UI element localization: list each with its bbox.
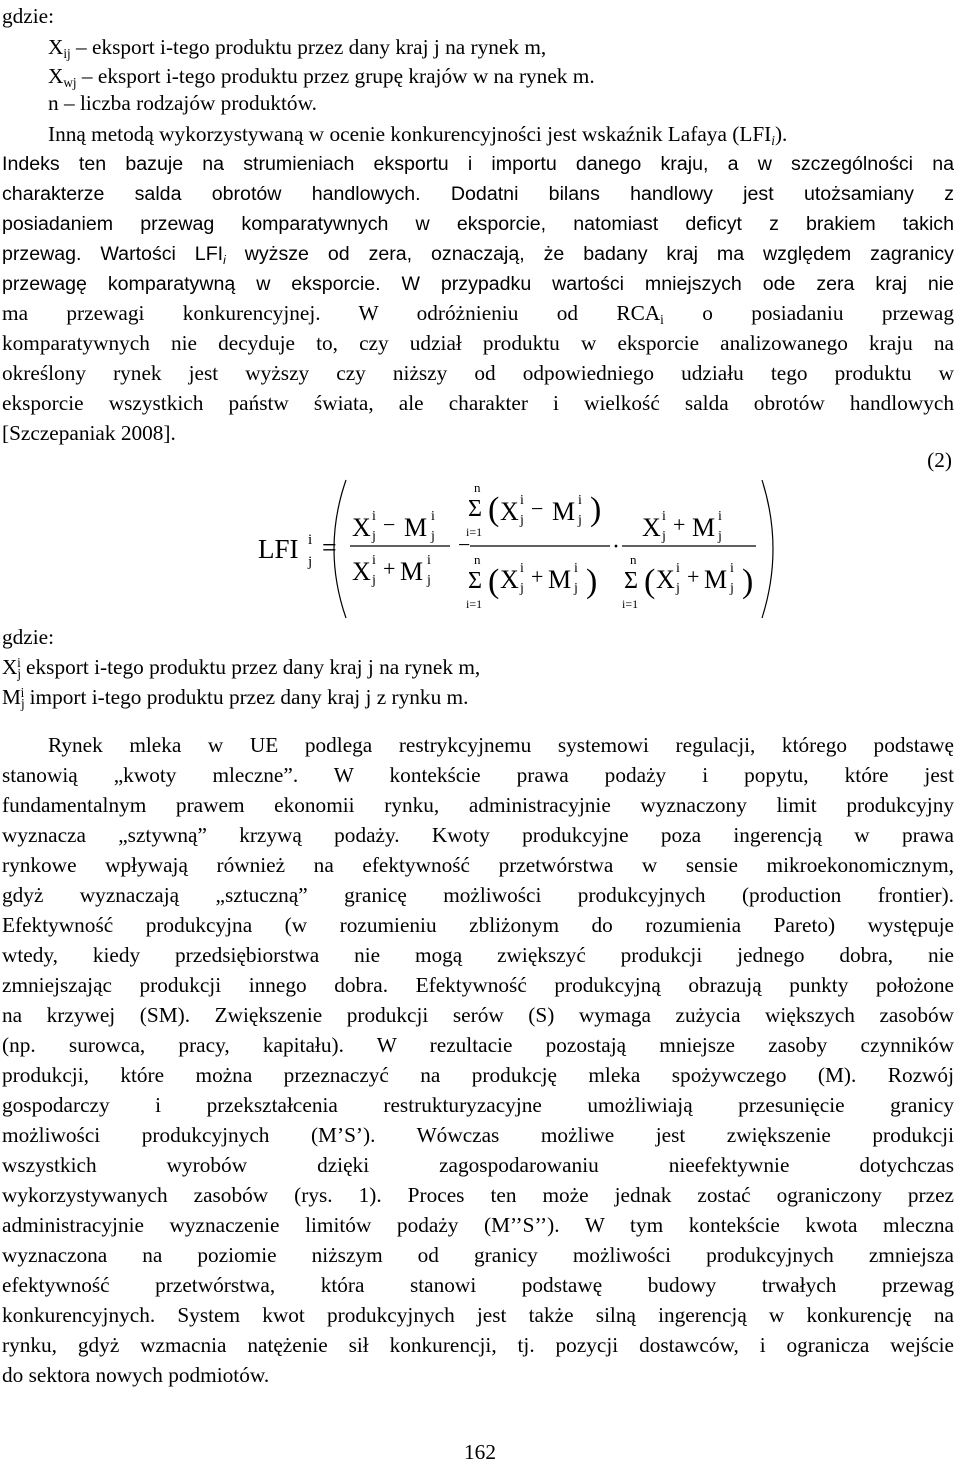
- f3-num-m-sub: j: [718, 529, 722, 544]
- f2-num-sum: Σ: [468, 496, 482, 522]
- body-line: wyznacza „sztywną” krzywą podaży. Kwoty produkcyjne poza ingerencją w prawa: [2, 823, 954, 847]
- f1-num-x-sup: i: [372, 509, 376, 524]
- f2-num-x-sup: i: [520, 493, 524, 508]
- body-line: na krzywej (SM). Zwiększenie produkcji serów (S) wymaga zużycia większych zasobów: [2, 1003, 954, 1027]
- definition-xj: $X_j^i$ eksport i-tego produktu przez dany kraj j na rynek m,: [2, 654, 481, 682]
- lafay-line-8: komparatywnych nie decyduje to, czy udział produktu w eksporcie analizowanego kraju na: [2, 331, 954, 355]
- body-line: wszystkich wyrobów dzięki zagospodarowaniu nieefektywnie dotychczas: [2, 1153, 954, 1177]
- gdzie-label-2: gdzie:: [2, 625, 55, 649]
- body-line: wtedy, kiedy przedsiębiorstwa nie mogą zwiększyć produkcji jednego dobra, nie: [2, 943, 954, 967]
- body-line: gospodarczy i przekształcenia restrukturyzacyjne umożliwiają przesunięcie granicy: [2, 1093, 954, 1117]
- f3-num-m-sup: i: [718, 509, 722, 524]
- lafay-line-6: przewagę komparatywną w eksporcie. W przypadku wartości mniejszych ode zera kraj nie: [2, 273, 954, 295]
- lafay-line-9: określony rynek jest wyższy czy niższy od odpowiedniego udziału tego produktu w: [2, 361, 954, 385]
- f2-num-sum-bottom: i=1: [466, 525, 483, 539]
- f1-den-x-sup: i: [372, 553, 376, 568]
- body-line: produkcji, które można przeznaczyć na produkcję mleka spożywczego (M). Rozwój: [2, 1063, 954, 1087]
- formula-minus-between: −: [458, 532, 471, 557]
- f3-den-m-sup: i: [730, 561, 734, 576]
- formula-lhs: LFI: [258, 534, 299, 564]
- f1-num-minus: −: [383, 512, 396, 537]
- f2-num-minus: −: [531, 496, 544, 521]
- f2-den-m: M: [548, 565, 572, 594]
- f2-num-m: M: [552, 497, 576, 526]
- f1-den-x-sub: j: [372, 573, 376, 588]
- f1-num-m-sup: i: [431, 509, 435, 524]
- gdzie-label: gdzie:: [2, 4, 55, 28]
- f2-num-m-sup: i: [578, 493, 582, 508]
- f2-num-x-sub: j: [520, 513, 524, 528]
- lafay-line-5: przewag. Wartości $LFI_i$ wyższe od zera, oznaczają, że badany kraj ma względem zagranicy: [2, 243, 954, 267]
- f3-den-lparen: (: [644, 563, 656, 600]
- body-line: Rynek mleka w UE podlega restrykcyjnemu systemowi regulacji, którego podstawę: [48, 733, 954, 757]
- f2-den-rparen: ): [586, 563, 598, 600]
- lafay-line-4: posiadaniem przewag komparatywnych w eksporcie, natomiast deficyt z brakiem takich: [2, 213, 954, 235]
- body-line: fundamentalnym prawem ekonomii rynku, administracyjnie wyznaczony limit produkcyjny: [2, 793, 954, 817]
- f2-den-x-sub: j: [520, 581, 524, 596]
- page-number: 162: [464, 1440, 496, 1464]
- formula-lhs-sup: i: [308, 532, 313, 548]
- f2-den-x-sup: i: [520, 561, 524, 576]
- f2-num-sum-top: n: [474, 480, 481, 495]
- f1-num-m: M: [404, 513, 428, 542]
- f2-den-plus: +: [531, 564, 544, 589]
- f1-den-m: M: [400, 557, 424, 586]
- definition-xwj: $X_{wj}$ – eksport i-tego produktu przez grupę krajów w na rynek m.: [48, 64, 595, 91]
- f2-den-x: X: [500, 565, 519, 594]
- f2-den-sum: Σ: [468, 568, 482, 594]
- body-line: rynku, gdyż wzmacnia natężenie sił konkurencji, tj. pozycji dostawców, i ogranicza wejście: [2, 1333, 954, 1357]
- lfi-formula: [250, 474, 770, 624]
- f1-num-x-sub: j: [372, 529, 376, 544]
- f3-den-x: X: [656, 565, 675, 594]
- f3-den-sum-top: n: [630, 552, 637, 567]
- f2-num-x: X: [500, 497, 519, 526]
- definition-n: n – liczba rodzajów produktów.: [48, 91, 317, 115]
- body-line: zmniejszając produkcji innego dobra. Efektywność produkcyjną obrazują punkty położone: [2, 973, 954, 997]
- f2-num-m-sub: j: [578, 513, 582, 528]
- f3-den-x-sub: j: [676, 581, 680, 596]
- f3-den-sum: Σ: [624, 568, 638, 594]
- formula-big-right-paren: [762, 480, 773, 618]
- f2-den-sum-bottom: i=1: [466, 597, 483, 611]
- f2-den-m-sub: j: [574, 581, 578, 596]
- f3-den-sum-bottom: i=1: [622, 597, 639, 611]
- body-line: gdyż wyznaczają „sztuczną” granicę możliwości produkcyjnych (production frontier).: [2, 883, 954, 907]
- body-line: konkurencyjnych. System kwot produkcyjnych jest także silną ingerencją w konkurencję na: [2, 1303, 954, 1327]
- f1-den-plus: +: [383, 556, 396, 581]
- body-line: rynkowe wpływają również na efektywność przetwórstwa w sensie mikroekonomicznym,: [2, 853, 954, 877]
- formula-lhs-sub: j: [308, 554, 313, 570]
- formula-dot: ·: [612, 534, 620, 560]
- f2-num-lparen: (: [488, 491, 500, 528]
- body-line: do sektora nowych podmiotów.: [2, 1363, 270, 1387]
- f3-den-plus: +: [687, 564, 700, 589]
- definition-mj: $M_j^i$ import i-tego produktu przez dany kraj j z rynku m.: [2, 684, 469, 712]
- f3-num-m: M: [692, 513, 716, 542]
- f1-den-x: X: [352, 557, 371, 586]
- formula-equals: =: [322, 533, 337, 562]
- f3-den-x-sup: i: [676, 561, 680, 576]
- f2-den-lparen: (: [488, 563, 500, 600]
- f3-den-m: M: [704, 565, 728, 594]
- f3-num-x-sup: i: [662, 509, 666, 524]
- f3-num-x: X: [642, 513, 661, 542]
- f2-den-sum-top: n: [474, 552, 481, 567]
- lafay-line-7: ma przewagi konkurencyjnej. W odróżnieniu od $RCA_i$ o posiadaniu przewag: [2, 301, 954, 328]
- body-line: Efektywność produkcyjna (w rozumieniu zbliżonym do rozumienia Pareto) występuje: [2, 913, 954, 937]
- f3-num-x-sub: j: [662, 529, 666, 544]
- f2-den-m-sup: i: [574, 561, 578, 576]
- f2-num-rparen: ): [590, 491, 602, 528]
- lafay-line-3: charakterze salda obrotów handlowych. Dodatni bilans handlowy jest utożsamiany z: [2, 183, 954, 205]
- lafay-line-11: [Szczepaniak 2008].: [2, 421, 176, 445]
- body-line: efektywność przetwórstwa, która stanowi podstawę budowy trwałych przewag: [2, 1273, 954, 1297]
- body-line: stanowią „kwoty mleczne”. W kontekście prawa podaży i popytu, które jest: [2, 763, 954, 787]
- lafay-line-2: Indeks ten bazuje na strumieniach eksportu i importu danego kraju, a w szczególności na: [2, 153, 954, 175]
- f3-den-m-sub: j: [730, 581, 734, 596]
- definition-xij: $X_{ij}$ – eksport i-tego produktu przez dany kraj j na rynek m,: [48, 35, 547, 62]
- f1-num-x: X: [352, 513, 371, 542]
- f1-num-m-sub: j: [431, 529, 435, 544]
- f3-num-plus: +: [673, 512, 686, 537]
- body-line: możliwości produkcyjnych (M’S’). Wówczas możliwe jest zwiększenie produkcji: [2, 1123, 954, 1147]
- equation-number: (2): [927, 448, 952, 472]
- f1-den-m-sub: j: [427, 573, 431, 588]
- body-line: wykorzystywanych zasobów (rys. 1). Proces ten może jednak zostać ograniczony przez: [2, 1183, 954, 1207]
- lafay-line-10: eksporcie wszystkich państw świata, ale charakter i wielkość salda obrotów handlowych: [2, 391, 954, 415]
- body-line: (np. surowca, pracy, kapitału). W rezultacie pozostają mniejsze zasoby czynników: [2, 1033, 954, 1057]
- f3-den-rparen: ): [742, 563, 754, 600]
- f1-den-m-sup: i: [427, 553, 431, 568]
- lafay-line-1: Inną metodą wykorzystywaną w ocenie konkurencyjności jest wskaźnik Lafaya $(LFI_i)$.: [48, 122, 788, 149]
- body-line: wyznaczona na poziomie niższym od granicy możliwości produkcyjnych zmniejsza: [2, 1243, 954, 1267]
- body-line: administracyjnie wyznaczenie limitów podaży (M’’S’’). W tym kontekście kwota mleczna: [2, 1213, 954, 1237]
